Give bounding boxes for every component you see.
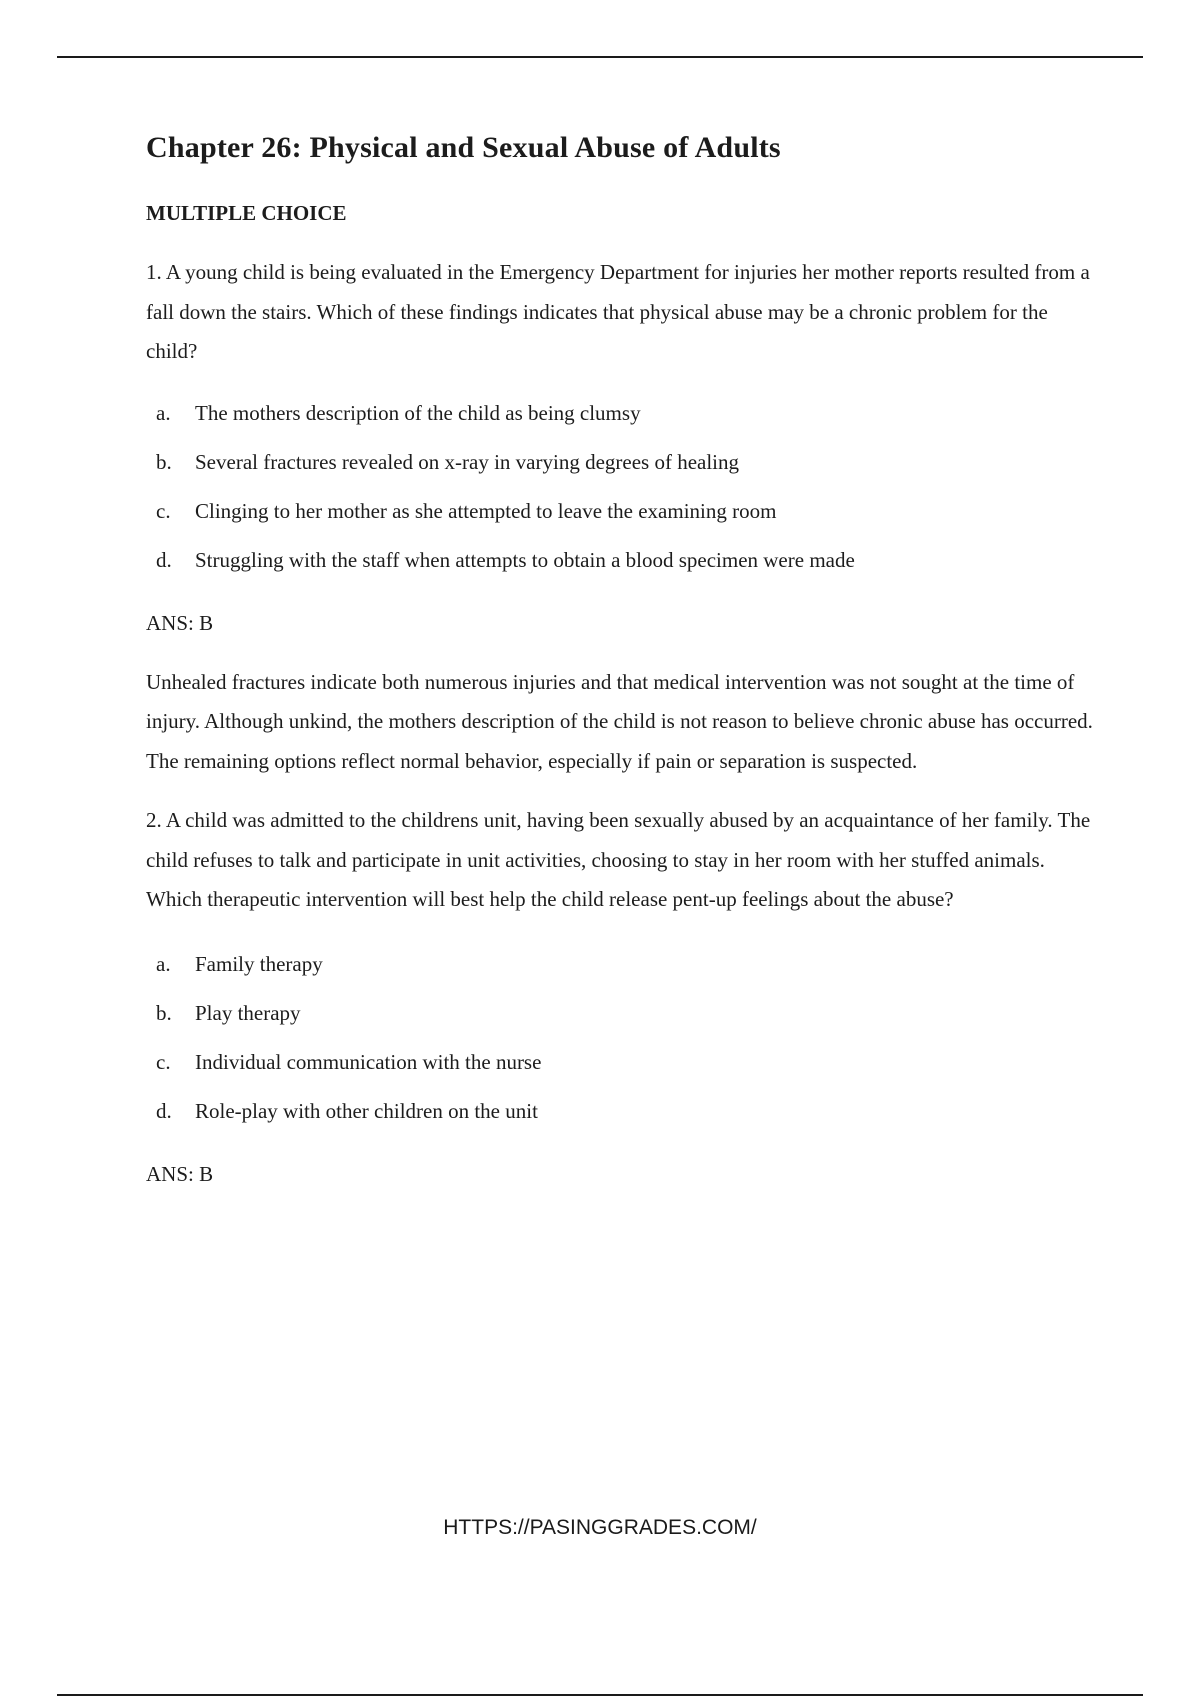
question-1 xyxy=(146,253,1096,781)
option-text: Family therapy xyxy=(195,951,323,976)
option-letter: b. xyxy=(156,1000,172,1025)
option-text: Several fractures revealed on x-ray in varying degrees of healing xyxy=(195,449,740,474)
option-a xyxy=(146,940,1096,989)
question-stem: 1. A young child is being evaluated in the Emergency Department for injuries her mother reports resulted from a fall down the stairs. Which of these findings indicates that physical abuse may be a chronic problem for the child? xyxy=(146,260,1090,363)
chapter-title: Chapter 26: Physical and Sexual Abuse of Adults xyxy=(146,131,781,164)
options-list xyxy=(146,389,1096,585)
option-text: Clinging to her mother as she attempted to leave the examining room xyxy=(195,498,777,523)
option-d xyxy=(146,536,1096,585)
option-letter: d. xyxy=(156,1098,172,1123)
option-letter: d. xyxy=(156,547,172,572)
option-text: Role-play with other children on the unit xyxy=(195,1098,538,1123)
rationale: Unhealed fractures indicate both numerous injuries and that medical intervention was not sought at the time of injury. Although unkind, the mothers description of the child is not reason to believe chronic abuse has occurred. The remaining options reflect normal behavior, especially if pain or separation is suspected. xyxy=(146,669,1093,773)
option-a xyxy=(146,389,1096,438)
question-stem: 2. A child was admitted to the childrens unit, having been sexually abused by an acquaintance of her family. The child refuses to talk and participate in unit activities, choosing to stay in her room with her stuffed animals. Which therapeutic intervention will best help the child release pent-up feelings about the abuse? xyxy=(146,808,1091,911)
answer-key: ANS: B xyxy=(146,1161,214,1186)
options-list xyxy=(146,940,1096,1136)
answer-key: ANS: B xyxy=(146,610,214,635)
option-b xyxy=(146,438,1096,487)
option-d xyxy=(146,1087,1096,1136)
option-text: Play therapy xyxy=(195,1000,301,1025)
option-letter: a. xyxy=(156,951,171,976)
option-b xyxy=(146,989,1096,1038)
footer-url: HTTPS://PASINGGRADES.COM/ xyxy=(443,1516,757,1539)
question-2 xyxy=(146,801,1096,1188)
bottom-rule xyxy=(57,1694,1143,1696)
option-letter: a. xyxy=(156,400,171,425)
option-c xyxy=(146,1038,1096,1087)
option-text: The mothers description of the child as being clumsy xyxy=(195,400,641,425)
document-body xyxy=(146,128,1096,1188)
option-letter: c. xyxy=(156,498,171,523)
option-letter: b. xyxy=(156,449,172,474)
option-text: Struggling with the staff when attempts to obtain a blood specimen were made xyxy=(195,547,855,572)
option-c xyxy=(146,487,1096,536)
top-rule xyxy=(57,56,1143,58)
section-heading: MULTIPLE CHOICE xyxy=(146,201,347,225)
option-letter: c. xyxy=(156,1049,171,1074)
option-text: Individual communication with the nurse xyxy=(195,1049,542,1074)
